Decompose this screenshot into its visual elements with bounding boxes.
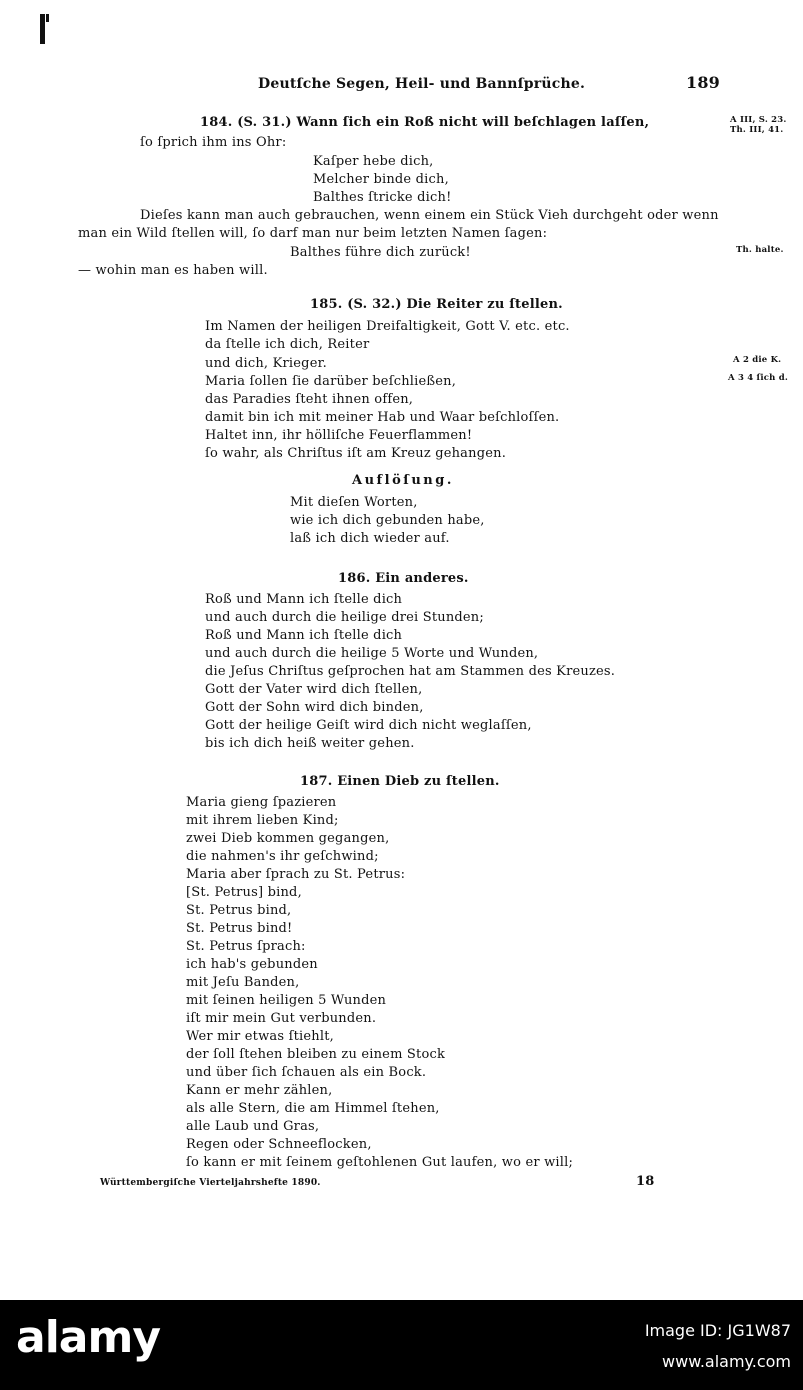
signature-mark: 18 <box>636 1174 655 1189</box>
verse-line: bis ich dich heiß weiter gehen. <box>205 736 415 751</box>
verse-line: St. Petrus bind! <box>186 921 293 936</box>
page-number: 189 <box>686 73 720 92</box>
image-id: Image ID: JG1W87 <box>644 1321 791 1340</box>
section-title: 187. Einen Dieb zu ſtellen. <box>300 774 500 789</box>
verse-line: Maria ſollen ſie darüber beſchließen, <box>205 374 457 389</box>
verse-line: Regen oder Schneeflocken, <box>186 1137 372 1152</box>
ink-mark <box>40 14 45 44</box>
verse-line: Haltet inn, ihr hölliſche Feuerflammen! <box>205 428 473 443</box>
text-line: man ein Wild ſtellen will, ſo darf man nur beim letzten Namen ſagen: <box>78 226 548 241</box>
verse-line: Roß und Mann ich ſtelle dich <box>205 592 403 607</box>
verse-line: [St. Petrus] bind, <box>186 885 302 900</box>
verse-line: wie ich dich gebunden habe, <box>290 513 485 528</box>
text-line: — wohin man es haben will. <box>78 263 268 278</box>
verse-line: damit bin ich mit meiner Hab und Waar beſchloſſen. <box>205 410 560 425</box>
text-line: ſo ſprich ihm ins Ohr: <box>140 135 287 150</box>
verse-line: da ſtelle ich dich, Reiter <box>205 337 370 352</box>
verse-line: St. Petrus ſprach: <box>186 939 306 954</box>
verse-line: Balthes führe dich zurück! <box>290 245 471 260</box>
verse-line: ſo kann er mit ſeinem geſtohlenen Gut laufen, wo er will; <box>186 1155 574 1170</box>
verse-line: zwei Dieb kommen gegangen, <box>186 831 390 846</box>
running-title: Deutſche Segen, Heil- und Bannſprüche. <box>258 76 586 92</box>
verse-line: Wer mir etwas ſtiehlt, <box>186 1029 334 1044</box>
ink-mark <box>46 14 49 22</box>
verse-line: alle Laub und Gras, <box>186 1119 320 1134</box>
verse-line: der ſoll ſtehen bleiben zu einem Stock <box>186 1047 446 1062</box>
verse-line: Balthes ſtricke dich! <box>313 190 452 205</box>
verse-line: Gott der Sohn wird dich binden, <box>205 700 424 715</box>
verse-line: mit ſeinen heiligen 5 Wunden <box>186 993 387 1008</box>
verse-line: die Jeſus Chriſtus geſprochen hat am Stammen des Kreuzes. <box>205 664 616 679</box>
verse-line: Gott der heilige Geiſt wird dich nicht weglaſſen, <box>205 718 532 733</box>
margin-note: Th. III, 41. <box>730 125 784 135</box>
alamy-logo: alamy <box>16 1312 160 1363</box>
verse-line: als alle Stern, die am Himmel ſtehen, <box>186 1101 440 1116</box>
section-title: 184. (S. 31.) Wann ſich ein Roß nicht will beſchlagen laſſen, <box>200 115 650 130</box>
verse-line: Roß und Mann ich ſtelle dich <box>205 628 403 643</box>
margin-note: A III, S. 23. <box>730 115 787 125</box>
verse-line: laß ich dich wieder auf. <box>290 531 450 546</box>
verse-line: Gott der Vater wird dich ſtellen, <box>205 682 423 697</box>
margin-note: A 3 4 ſich d. <box>728 373 789 383</box>
verse-line: Mit dieſen Worten, <box>290 495 418 510</box>
section-title: 185. (S. 32.) Die Reiter zu ſtellen. <box>310 297 563 312</box>
verse-line: und auch durch die heilige drei Stunden; <box>205 610 484 625</box>
verse-line: St. Petrus bind, <box>186 903 292 918</box>
subsection-title: Auflöſung. <box>352 473 454 488</box>
text-line: Dieſes kann man auch gebrauchen, wenn einem ein Stück Vieh durchgeht oder wenn <box>140 208 719 223</box>
verse-line: und dich, Krieger. <box>205 356 327 371</box>
verse-line: ſo wahr, als Chriſtus iſt am Kreuz gehangen. <box>205 446 507 461</box>
verse-line: ich hab's gebunden <box>186 957 318 972</box>
margin-note: Th. halte. <box>736 245 784 255</box>
verse-line: Melcher binde dich, <box>313 172 449 187</box>
verse-line: die nahmen's ihr geſchwind; <box>186 849 379 864</box>
verse-line: mit ihrem lieben Kind; <box>186 813 339 828</box>
verse-line: Kaſper hebe dich, <box>313 154 434 169</box>
verse-line: Kann er mehr zählen, <box>186 1083 333 1098</box>
section-title: 186. Ein anderes. <box>338 571 469 586</box>
verse-line: Maria gieng ſpazieren <box>186 795 337 810</box>
verse-line: und über ſich ſchauen als ein Bock. <box>186 1065 427 1080</box>
verse-line: Im Namen der heiligen Dreifaltigkeit, Gott V. etc. etc. <box>205 319 570 334</box>
site-url: www.alamy.com <box>662 1352 791 1371</box>
journal-footer: Württembergiſche Vierteljahrshefte 1890. <box>100 1178 321 1188</box>
verse-line: Maria aber ſprach zu St. Petrus: <box>186 867 406 882</box>
verse-line: das Paradies ſteht ihnen offen, <box>205 392 414 407</box>
verse-line: und auch durch die heilige 5 Worte und Wunden, <box>205 646 539 661</box>
verse-line: mit Jeſu Banden, <box>186 975 300 990</box>
margin-note: A 2 die K. <box>733 355 782 365</box>
verse-line: iſt mir mein Gut verbunden. <box>186 1011 377 1026</box>
